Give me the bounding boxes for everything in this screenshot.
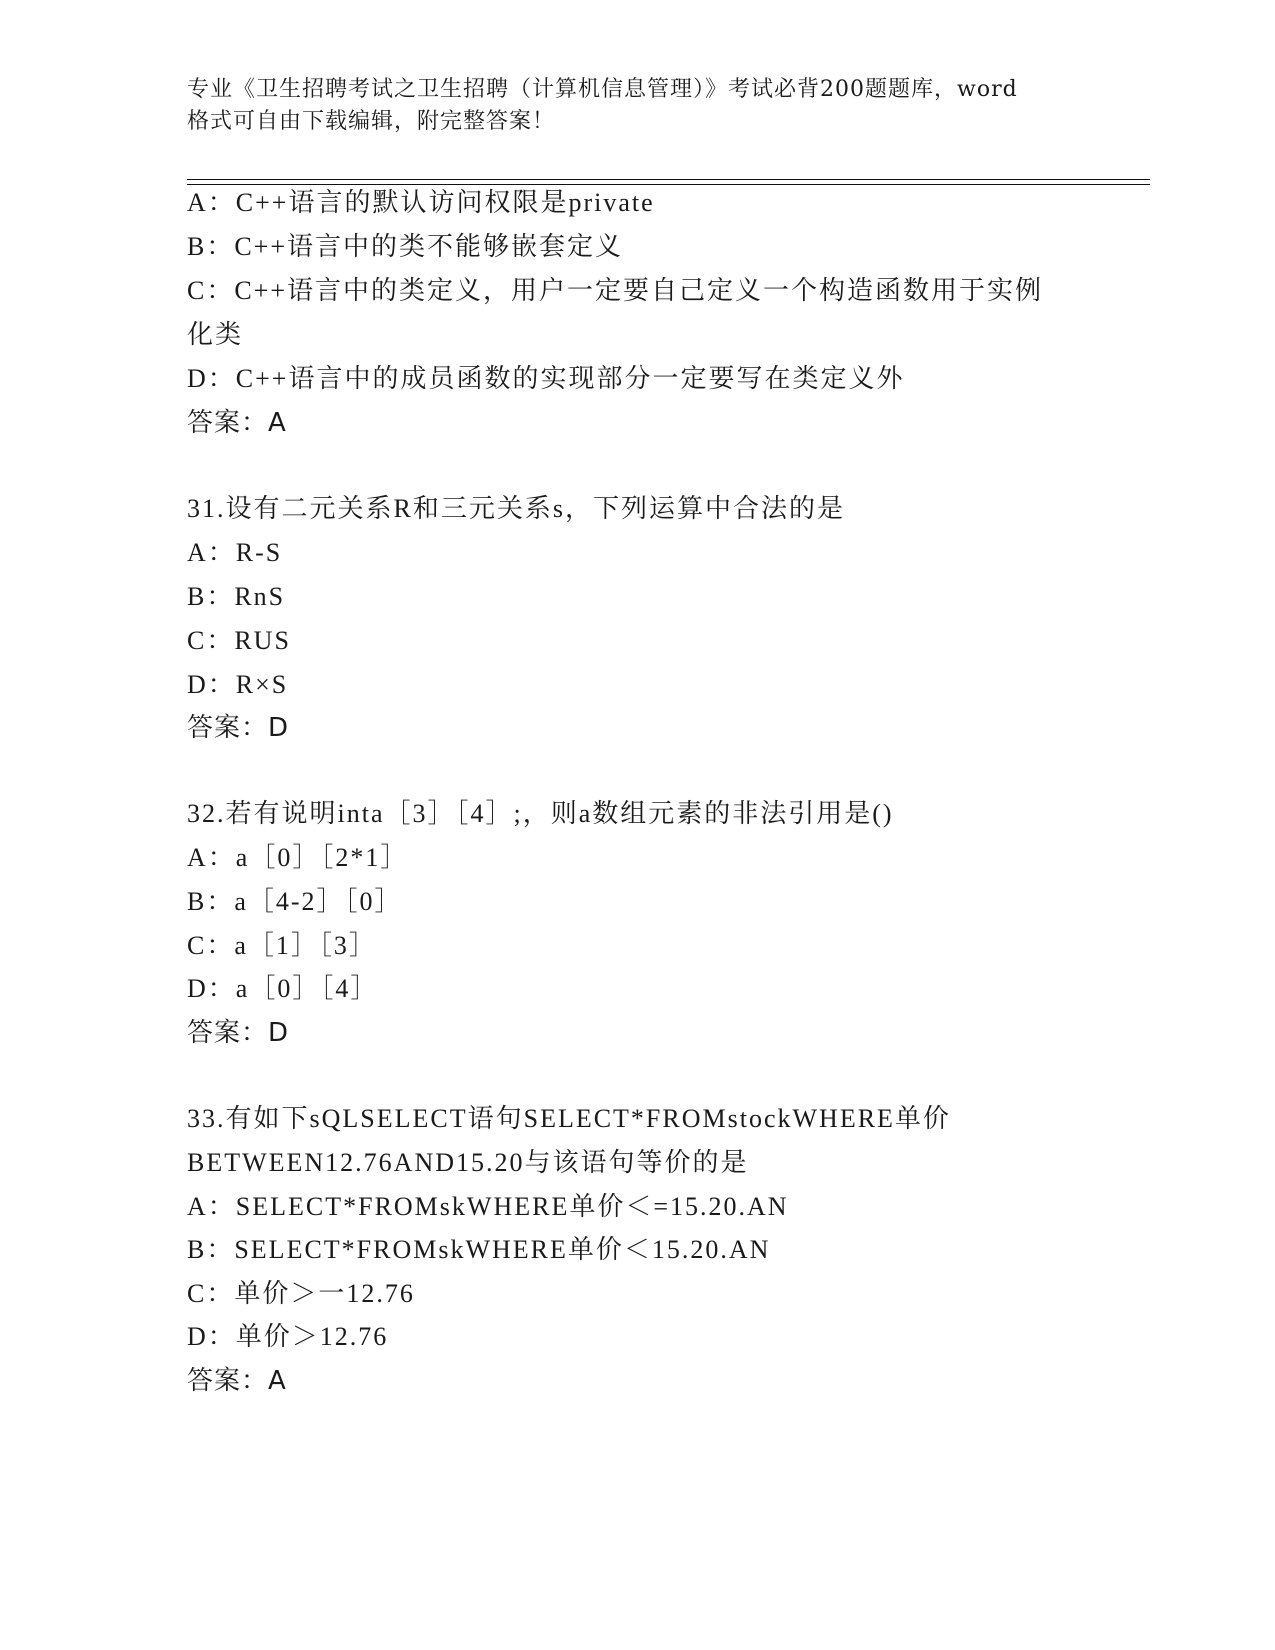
q33-stem: 33.有如下sQLSELECT语句SELECT*FROMstockWHERE单价: [187, 1104, 951, 1133]
header-divider-top: [187, 179, 1150, 180]
q30-option-c-continued: 化类: [187, 320, 244, 349]
q33-option-c: C：单价＞一12.76: [187, 1279, 415, 1308]
q31-option-a: A：R-S: [187, 538, 283, 567]
q30-option-b: B：C++语言中的类不能够嵌套定义: [187, 232, 624, 261]
q30-answer: 答案：A: [187, 408, 287, 438]
header-title-line-2: 格式可自由下载编辑，附完整答案！: [187, 109, 556, 134]
q33-option-d: D：单价＞12.76: [187, 1322, 389, 1351]
q32-option-c: C：a［1］［3］: [187, 931, 377, 960]
q30-option-c: C：C++语言中的类定义，用户一定要自己定义一个构造函数用于实例: [187, 276, 1044, 305]
q30-option-a: A：C++语言的默认访问权限是private: [187, 188, 655, 217]
q31-option-c: C：RUS: [187, 626, 291, 655]
q33-option-a: A：SELECT*FROMskWHERE单价＜=15.20.AN: [187, 1192, 789, 1221]
q32-answer: 答案：D: [187, 1018, 290, 1048]
q32-option-b: B：a［4-2］［0］: [187, 887, 403, 916]
q33-stem-continued: BETWEEN12.76AND15.20与该语句等价的是: [187, 1148, 749, 1177]
q32-stem: 32.若有说明inta［3］［4］;，则a数组元素的非法引用是(): [187, 799, 894, 828]
q31-option-d: D：R×S: [187, 670, 289, 699]
q31-option-b: B：RnS: [187, 582, 286, 611]
q33-option-b: B：SELECT*FROMskWHERE单价＜15.20.AN: [187, 1235, 771, 1264]
q30-option-d: D：C++语言中的成员函数的实现部分一定要写在类定义外: [187, 364, 905, 393]
document-header: [187, 74, 1087, 138]
q32-option-a: A：a［0］［2*1］: [187, 843, 409, 872]
q33-answer: 答案：A: [187, 1366, 287, 1396]
q31-answer: 答案：D: [187, 713, 290, 743]
header-divider-bottom: [187, 184, 1150, 185]
header-title-line-1: 专业《卫生招聘考试之卫生招聘（计算机信息管理）》考试必背200题题库，word: [187, 77, 1018, 102]
q32-option-d: D：a［0］［4］: [187, 974, 379, 1003]
q31-stem: 31.设有二元关系R和三元关系s，下列运算中合法的是: [187, 494, 845, 523]
